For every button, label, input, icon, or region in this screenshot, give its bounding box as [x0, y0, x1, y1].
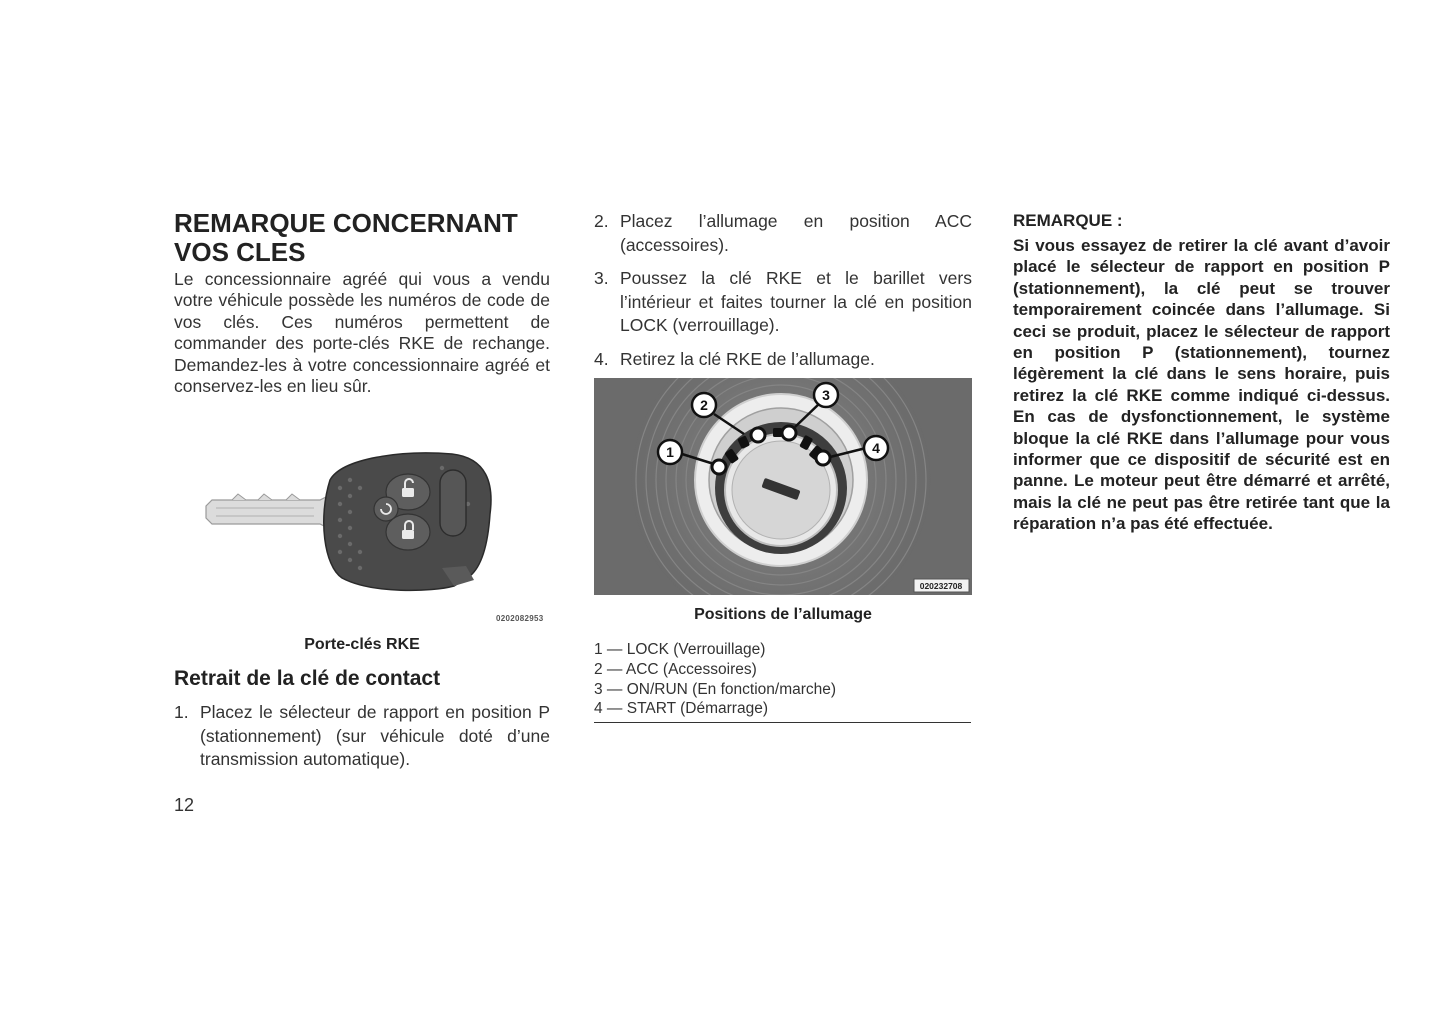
note-text: Si vous essayez de retirer la clé avant d’avoir placé le sélecteur de rapport en position P (stationnement), la clé peut se trouver temporairement coincée dans l’allumage. Si ceci se produit, placez le sélecteur de rapport en position P (stationnement), tournez légèrement la clé dans le sens horaire, puis retirez la clé RKE comme indiqué ci-dessus. En cas de dysfonctionnement, le système bloque la clé RKE dans l’allumage pour vous informer que ce dispositif de sécurité est en panne. Le moteur peut être démarré et arrêté, mais la clé ne peut pas être retirée tant que la réparation n’a pas été effectuée.: [1013, 236, 1390, 534]
steps-list: [594, 210, 972, 381]
callout-1: [658, 440, 682, 464]
step-number: 1.: [174, 702, 189, 722]
ignition-illustration: [594, 378, 972, 595]
section-title: [174, 209, 550, 267]
callout-4: [864, 436, 888, 460]
callout-label: 4: [872, 440, 880, 456]
note-title: REMARQUE :: [1013, 211, 1123, 230]
section-title-line2: VOS CLES: [174, 237, 306, 267]
section-title-line1: REMARQUE CONCERNANT: [174, 208, 518, 238]
panic-button-icon: [440, 470, 466, 536]
subsection-title: Retrait de la clé de contact: [174, 667, 441, 690]
step-text: Retirez la clé RKE de l’allumage.: [620, 348, 875, 369]
step-number: 4.: [594, 348, 609, 369]
list-item: [174, 701, 550, 772]
lock-button-icon: [386, 514, 430, 550]
step-number: 3.: [594, 268, 609, 288]
step-text: Poussez la clé RKE et le barillet vers l’intérieur et faites tourner la clé en position LOCK (verrouillage).: [620, 268, 972, 335]
figure-caption: Positions de l’allumage: [694, 606, 872, 623]
callout-label: 1: [666, 444, 674, 460]
legend-divider: [594, 722, 971, 723]
list-item: [594, 348, 972, 372]
callout-label: 3: [822, 387, 830, 403]
step-text: Placez le sélecteur de rapport en position P (stationnement) (sur véhicule doté d’une transmission automatique).: [200, 702, 550, 769]
step-text: Placez l’allumage en position ACC (accessoires).: [620, 211, 972, 255]
page-number: 12: [174, 795, 195, 815]
list-item: [594, 210, 972, 257]
legend-item: 4 — START (Démarrage): [594, 700, 768, 718]
callout-label: 2: [700, 397, 708, 413]
callout-2: [692, 393, 716, 417]
list-item: [594, 267, 972, 338]
legend-item: 2 — ACC (Accessoires): [594, 660, 757, 678]
steps-list: [174, 701, 550, 782]
figure-caption: Porte-clés RKE: [304, 636, 420, 653]
intro-paragraph: Le concessionnaire agréé qui vous a vendu votre véhicule possède les numéros de code de vos clés. Ces numéros permettent de commander des porte-clés RKE de rechange. Demandez-les à votre concessionnaire agréé et conservez-les en lieu sûr.: [174, 269, 550, 397]
figure-code: 020232708: [919, 581, 963, 591]
key-blade: [206, 494, 328, 528]
legend-item: 3 — ON/RUN (En fonction/marche): [594, 680, 837, 698]
legend-item: 1 — LOCK (Verrouillage): [594, 641, 766, 658]
rke-key-fob-figure: [202, 448, 554, 626]
figure-code: 0202082953: [496, 614, 544, 623]
ignition-positions-figure: [594, 378, 972, 595]
step-number: 2.: [594, 211, 609, 231]
callout-3: [814, 383, 838, 407]
ignition-legend: [594, 640, 972, 719]
